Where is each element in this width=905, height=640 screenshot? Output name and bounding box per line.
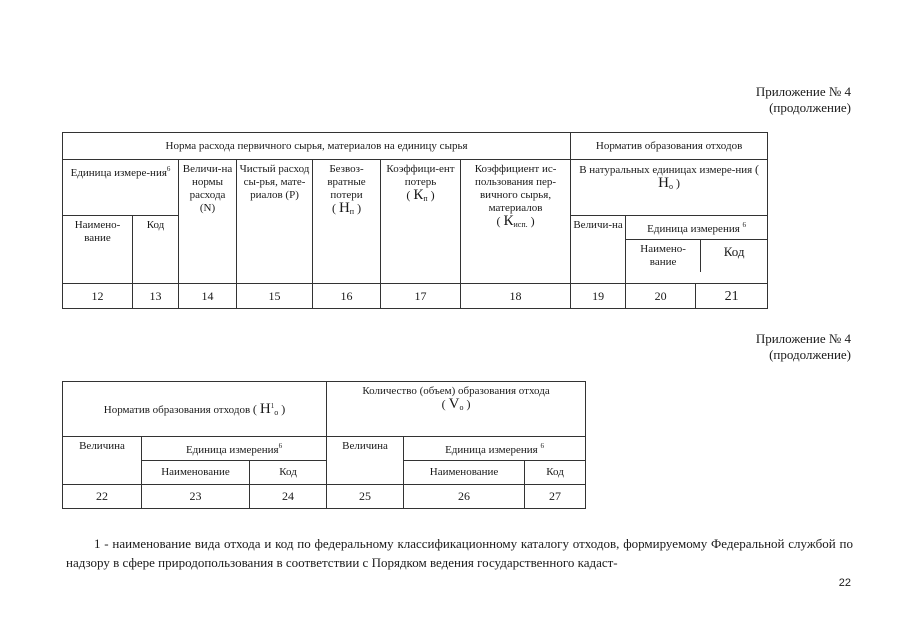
header-net-consumption: Чистый расход сы-рья, мате-риалов (P) — [237, 160, 313, 284]
header-irrecoverable-losses: Безвоз-вратные потери ( $Н_п$ ) — [313, 160, 381, 284]
column-number: 21 — [696, 284, 768, 309]
column-number: 27 — [525, 485, 586, 509]
header-code-right: Код — [525, 461, 586, 485]
page-number: 22 — [838, 577, 851, 589]
header-name-left: Наименование — [142, 461, 250, 485]
column-number: 13 — [133, 284, 179, 309]
header-value: Величи-на — [571, 216, 626, 284]
column-number: 24 — [250, 485, 327, 509]
footnote: 1 - наименование вида отхода и код по федеральному классификационному каталогу отходов, формируемому Федеральной службой по надзору в сфере природопользования в соответствии с Порядком ведения государственного кадаст- — [66, 536, 853, 570]
header-norm-value: Величи-на нормы расхода (N) — [179, 160, 237, 284]
column-number: 18 — [461, 284, 571, 309]
appendix-heading-bottom — [756, 331, 851, 363]
header-code-left: Код — [250, 461, 327, 485]
appendix-label: Приложение № 4 — [755, 331, 851, 346]
column-number: 26 — [404, 485, 525, 509]
header-quantity: Количество (объем) образования отхода ( $V_о$ ) — [327, 382, 586, 437]
header-code2: Код — [723, 244, 745, 259]
table-quantity — [62, 381, 586, 509]
header-name: Наимено-вание — [63, 216, 133, 284]
column-number: 17 — [381, 284, 461, 309]
column-number: 16 — [313, 284, 381, 309]
header-name2: Наимено-вание — [626, 240, 701, 272]
column-number: 19 — [571, 284, 626, 309]
header-value-left: Величина — [63, 437, 142, 485]
column-number: 12 — [63, 284, 133, 309]
column-number: 15 — [237, 284, 313, 309]
appendix-continuation: (продолжение) — [769, 100, 851, 115]
header-unit2: Единица измерения $^6$ Наимено-вание Код — [626, 216, 768, 284]
column-number: 23 — [142, 485, 250, 509]
appendix-continuation: (продолжение) — [769, 347, 851, 362]
header-value-right: Величина — [327, 437, 404, 485]
header-natural-units: В натуральных единицах измере-ния ( $Н_о$ ) — [571, 160, 768, 216]
header-normative: Норматив образования отходов ( $Н^1_о$ ) — [63, 382, 327, 437]
appendix-label: Приложение № 4 — [755, 84, 851, 99]
column-number: 14 — [179, 284, 237, 309]
column-number: 20 — [626, 284, 696, 309]
header-unit-right: Единица измерения $^6$ — [404, 437, 586, 461]
header-name-right: Наименование — [404, 461, 525, 485]
column-number: 22 — [63, 485, 142, 509]
header-unit-left: Единица измерения$^6$ — [142, 437, 327, 461]
header-norm-group: Норма расхода первичного сырья, материалов на единицу сырья — [63, 133, 571, 160]
column-number: 25 — [327, 485, 404, 509]
header-normative-group: Норматив образования отходов — [571, 133, 768, 160]
table-norms — [62, 132, 768, 309]
header-usage-coefficient: Коэффициент ис-пользования пер-вичного сырья, материалов ( $К_{исп.}$ ) — [461, 160, 571, 284]
appendix-heading-top — [756, 84, 851, 116]
header-code: Код — [133, 216, 179, 284]
header-unit: Единица измере-ния$^6$ — [63, 160, 179, 216]
header-loss-coefficient: Коэффици-ент потерь ( $К_п$ ) — [381, 160, 461, 284]
